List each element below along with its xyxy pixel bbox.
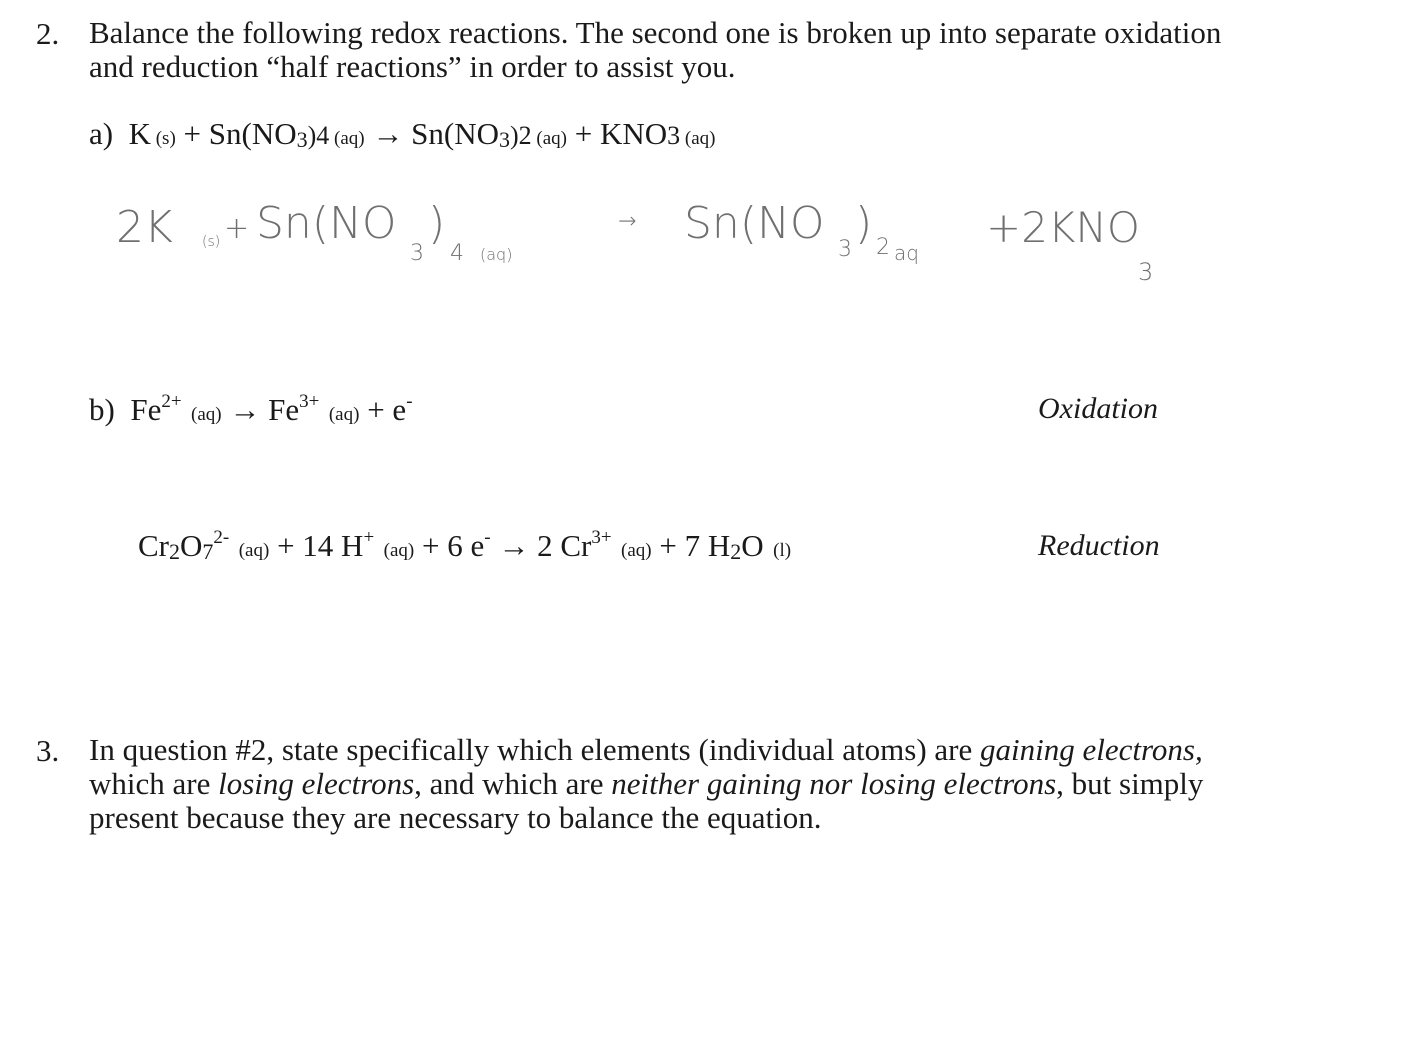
q3-text-part: which are: [89, 766, 219, 801]
state-label: (aq): [536, 128, 567, 149]
charge: -: [406, 391, 413, 412]
hw-plus: +: [224, 211, 250, 246]
part-b-oxidation-equation: [89, 392, 413, 428]
hw-product-tin-nitrate: Sn(NO: [684, 198, 825, 249]
product-fe3: Fe: [268, 392, 300, 427]
state-label: (aq): [684, 128, 716, 149]
hw-prod-close: ): [855, 198, 873, 249]
reduction-equation: [138, 528, 791, 564]
part-b-marker: b): [89, 392, 115, 427]
arrow-icon: →: [498, 528, 530, 563]
state-label: (s): [155, 128, 176, 149]
question-3-line-3: present because they are necessary to balance the equation.: [89, 800, 822, 835]
product-chromium-ion: 2 Cr: [537, 528, 592, 563]
reactant-tin-nitrate: + Sn(NO: [183, 116, 297, 151]
hw-prod-sub2: 2: [876, 235, 890, 260]
state-label: (aq): [328, 404, 360, 425]
part-a-equation: [89, 116, 716, 152]
reactant-k: K: [128, 116, 151, 151]
question-3-text: [89, 733, 1203, 835]
charge: 3+: [591, 527, 612, 548]
subscript: 3: [498, 127, 510, 152]
hw-sub3: 3: [410, 241, 424, 266]
product-water: + 7 H: [659, 528, 731, 563]
question-3-line-1: [89, 733, 1203, 767]
state-label: (aq): [191, 404, 222, 425]
water-oxygen: O: [741, 528, 764, 563]
reactant-hydrogen-ion: + 14 H: [277, 528, 364, 563]
state-label: (aq): [383, 540, 415, 561]
subscript: 3: [296, 127, 308, 152]
arrow-icon: →: [372, 116, 404, 151]
reactant-dichromate: Cr: [138, 528, 169, 563]
subscript-close: )2: [509, 121, 532, 150]
handwritten-answer-svg: [110, 188, 1170, 303]
hw-kno3: +2KNO: [986, 203, 1140, 252]
subscript-close: )4: [307, 121, 330, 150]
q3-emphasis: neither gaining nor losing electrons: [611, 766, 1057, 801]
question-3-line-2: [89, 767, 1203, 801]
oxidation-label: Oxidation: [1038, 392, 1158, 425]
subscript: 2: [169, 539, 180, 564]
q3-text-part: , and which are: [414, 766, 612, 801]
question-2-number: 2.: [36, 16, 60, 51]
hw-arrow-icon: →: [618, 209, 637, 234]
state-label: (aq): [334, 128, 365, 149]
charge: 3+: [299, 391, 320, 412]
subscript: 7: [202, 539, 214, 564]
hw-prod-state: aq: [894, 241, 919, 265]
reduction-label: Reduction: [1038, 529, 1160, 562]
dichromate-oxygen: O: [180, 528, 203, 563]
reactant-fe2: Fe: [130, 392, 162, 427]
hw-coef-k: 2K: [116, 202, 173, 253]
hw-last-sub: 3: [1138, 258, 1154, 286]
arrow-icon: →: [229, 392, 261, 427]
question-2-text: [89, 16, 1221, 84]
product-kno3: + KNO: [574, 116, 668, 151]
handwritten-answer: [110, 188, 1170, 303]
question-2-line-1: Balance the following redox reactions. The second one is broken up into separate oxidation: [89, 15, 1222, 50]
hw-sub4: 4: [450, 241, 464, 266]
charge: -: [484, 527, 491, 548]
q3-emphasis: gaining electrons,: [980, 732, 1203, 767]
hw-k-state: (s): [202, 234, 221, 250]
charge: 2-: [213, 527, 230, 548]
electrons: + 6 e: [422, 528, 485, 563]
subscript: 3: [667, 121, 681, 150]
charge: +: [363, 527, 375, 548]
part-a-marker: a): [89, 116, 114, 151]
hw-prod-sub3: 3: [838, 237, 852, 262]
q3-text-part: , but simply: [1056, 766, 1204, 801]
q3-text-part: In question #2, state specifically which elements (individual atoms) are: [89, 732, 980, 767]
hw-close-paren: ): [428, 198, 446, 249]
q3-emphasis: losing electrons: [218, 766, 415, 801]
question-2-line-2: and reduction “half reactions” in order to assist you.: [89, 49, 736, 84]
state-label: (aq): [238, 540, 270, 561]
question-3-number: 3.: [36, 733, 60, 768]
electron: + e: [367, 392, 407, 427]
hw-tin-nitrate: Sn(NO: [256, 198, 397, 249]
hw-state-aq: (aq): [480, 245, 513, 264]
state-label: (l): [773, 540, 792, 561]
state-label: (aq): [621, 540, 652, 561]
subscript: 2: [730, 539, 742, 564]
charge: 2+: [161, 391, 182, 412]
product-tin-nitrate: Sn(NO: [411, 116, 499, 151]
